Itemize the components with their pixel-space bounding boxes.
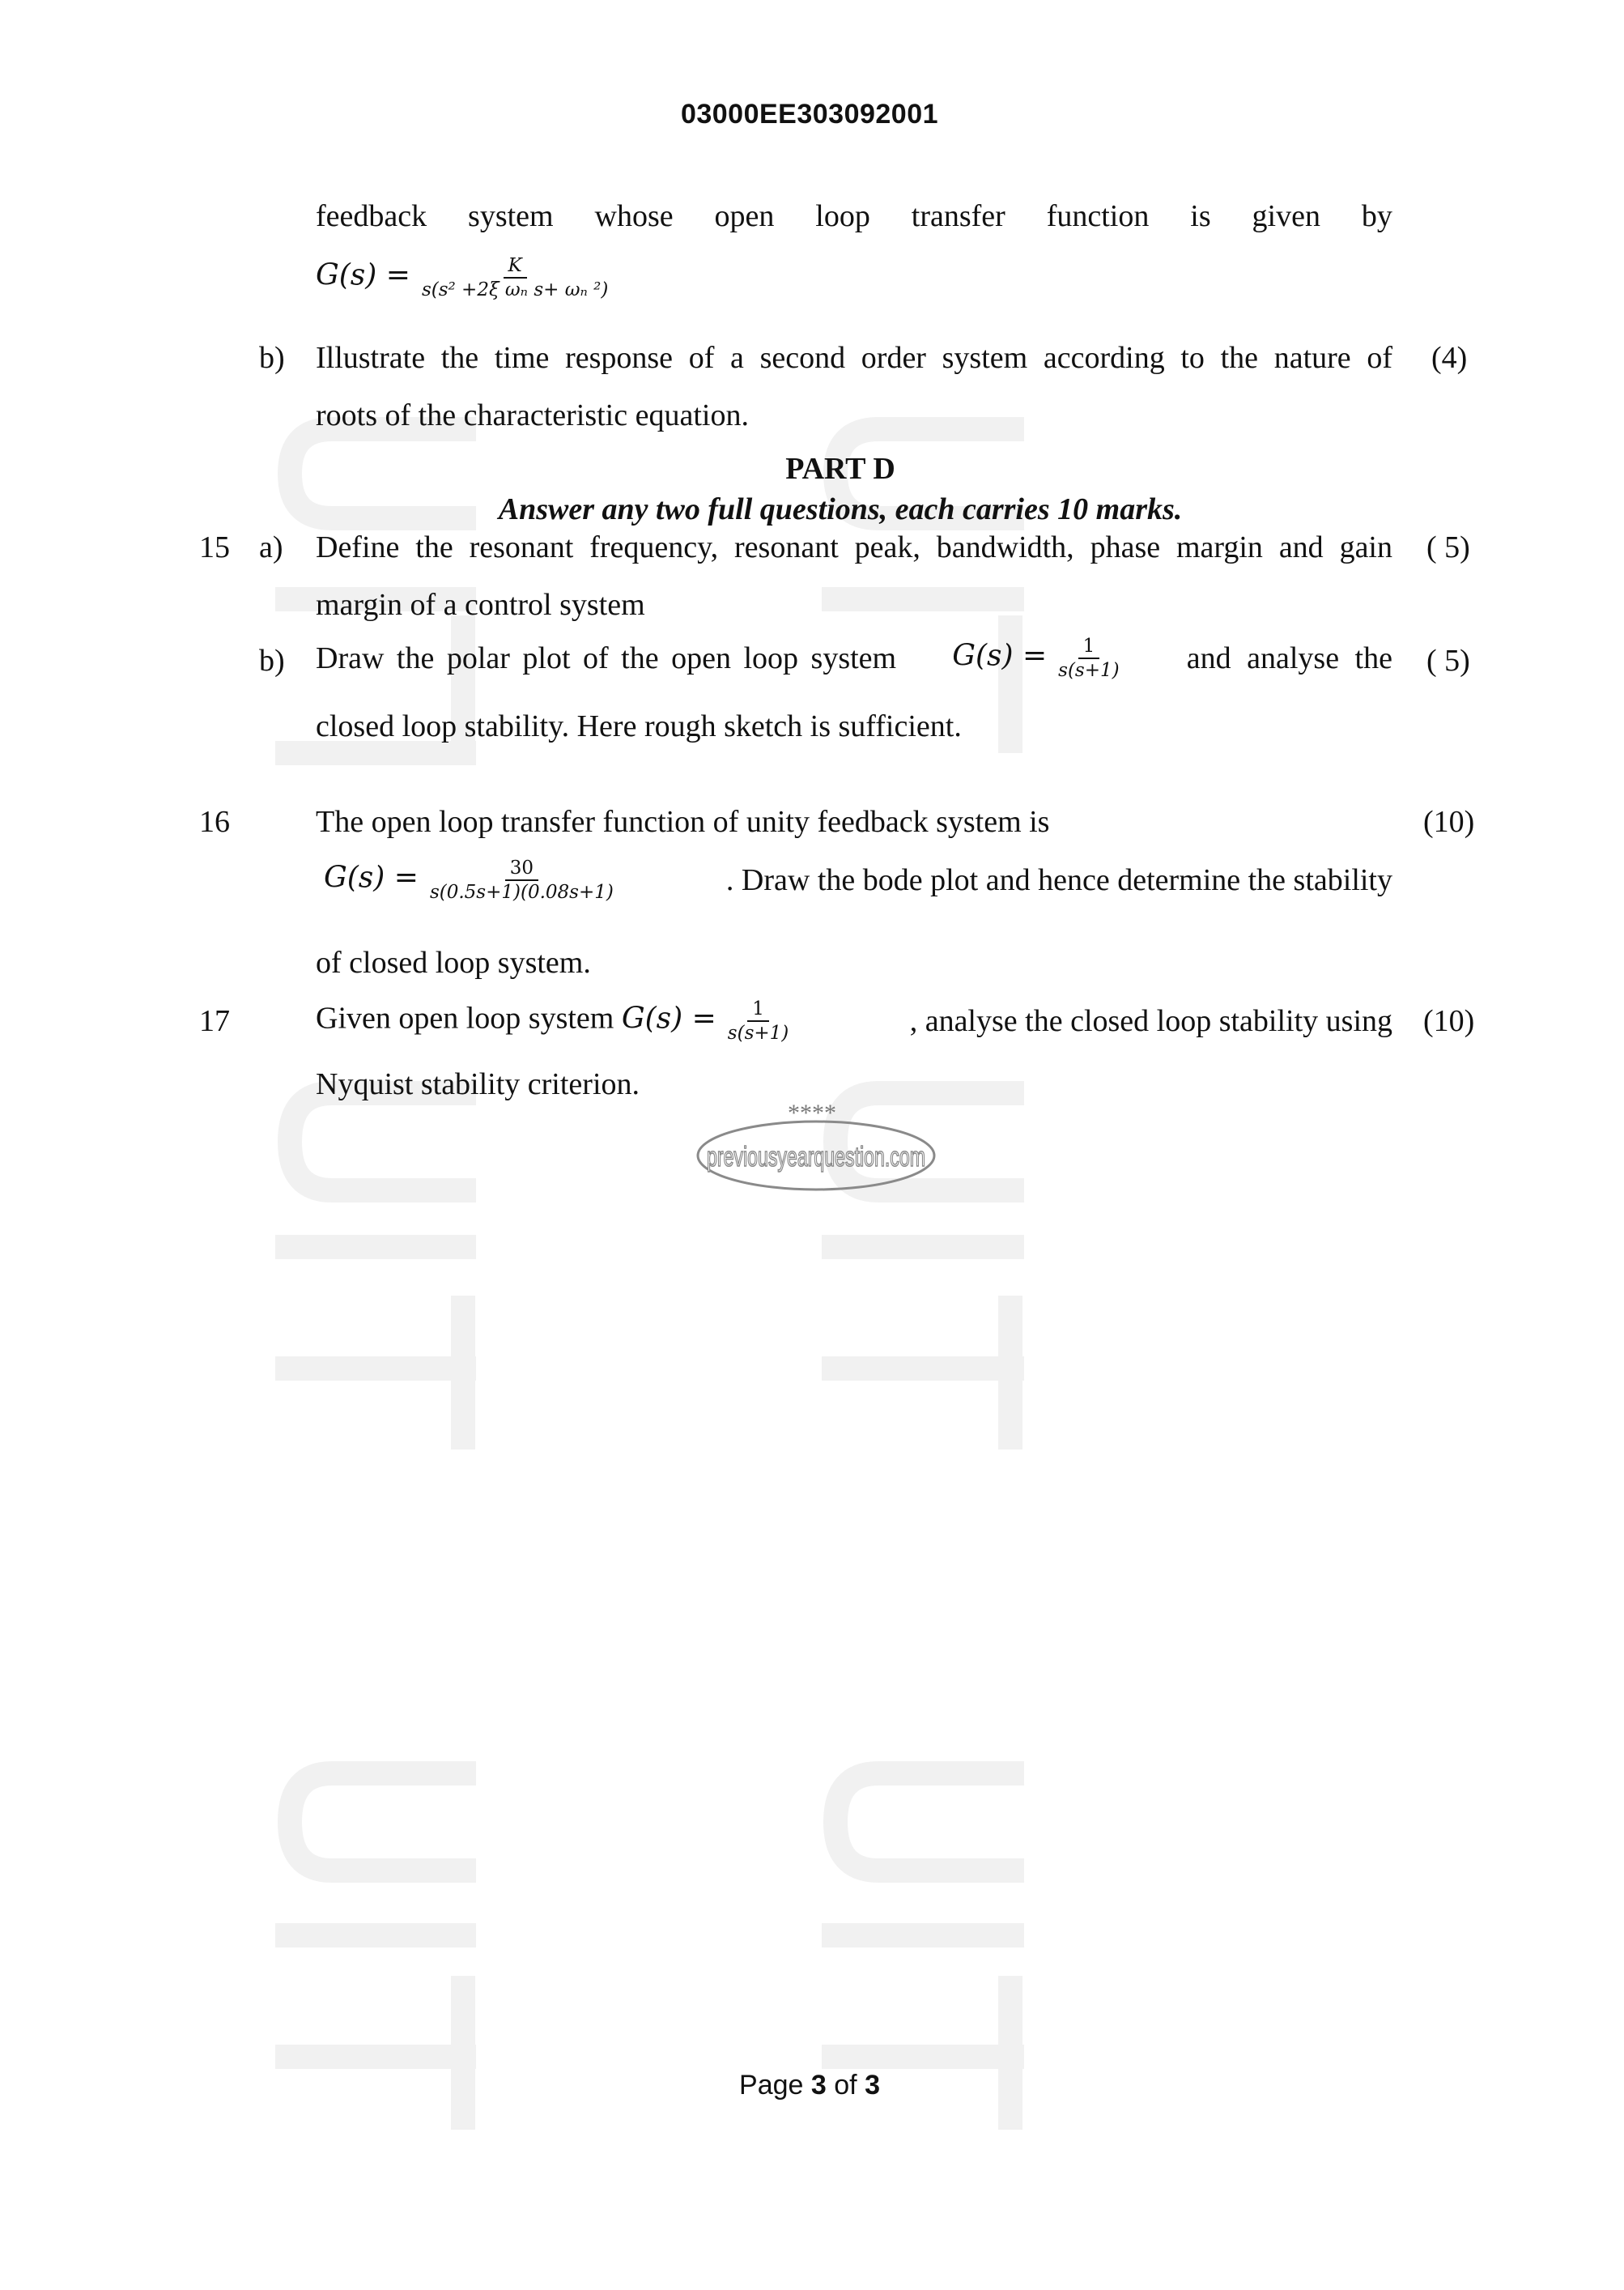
q17-line2: Nyquist stability criterion. (316, 1067, 640, 1101)
svg-text:previousyearquestion.com: previousyearquestion.com (707, 1142, 925, 1173)
q14b-line1: Illustrate the time response of a second order system according to the nature of (316, 341, 1392, 375)
q14b-line2: roots of the characteristic equation. (316, 398, 749, 432)
q14b-label: b) (259, 341, 285, 375)
q17-number: 17 (199, 1004, 230, 1038)
q15a-line2: margin of a control system (316, 588, 645, 622)
q15b-label: b) (259, 644, 285, 678)
q15-number: 15 (199, 530, 230, 564)
q15a-marks: ( 5) (1426, 530, 1470, 564)
q16-marks: (10) (1423, 805, 1475, 839)
q15b-line2: closed loop stability. Here rough sketch is sufficient. (316, 709, 962, 743)
fraction: $\frac{1}{s(s+1)}$ (1058, 636, 1120, 681)
q15a-label: a) (259, 530, 283, 564)
q14-transfer-function: G(s) = $\frac{K}{\text{s(s² +2ξ ωₙ s+ ωₙ ²)}}$ (316, 254, 619, 301)
q16-line2: G(s) = $\frac{30}{s(0.5s+1)(0.08s+1)}$ . Draw the bode plot and hence determine the stability (324, 858, 1392, 903)
q16-number: 16 (199, 805, 230, 839)
q17-marks: (10) (1423, 1004, 1475, 1038)
q15a-line1: Define the resonant frequency, resonant peak, bandwidth, phase margin and gain (316, 530, 1392, 564)
q16-line1: The open loop transfer function of unity feedback system is (316, 805, 1050, 839)
fraction: $\frac{K}{\text{s(s² +2ξ ωₙ s+ ωₙ ²)}}$ (421, 255, 609, 300)
end-mark: **** (788, 1100, 836, 1126)
q14b-marks: (4) (1431, 341, 1468, 375)
fraction: $\frac{1}{s(s+1)}$ (727, 998, 789, 1044)
page-footer: Page 3 of 3 (739, 2070, 880, 2101)
q16-line3: of closed loop system. (316, 946, 591, 980)
site-watermark (695, 1117, 937, 1194)
q15b-line1: Draw the polar plot of the open loop system G(s) = $\frac{1}{s(s+1)}$ and analyse the (316, 636, 1392, 681)
paper-code: 03000EE303092001 (680, 99, 939, 130)
q17-line1: Given open loop system G(s) = $\frac{1}{s(s+1)}$ , analyse the closed loop stability using (316, 998, 1392, 1044)
q15b-marks: ( 5) (1426, 644, 1470, 678)
part-d-title: PART D (785, 452, 895, 486)
part-d-instruction: Answer any two full questions, each carries 10 marks. (498, 492, 1183, 526)
fraction: $\frac{30}{s(0.5s+1)(0.08s+1)}$ (429, 858, 614, 903)
q14-continuation-line: feedback system whose open loop transfer function is given by (316, 199, 1392, 233)
